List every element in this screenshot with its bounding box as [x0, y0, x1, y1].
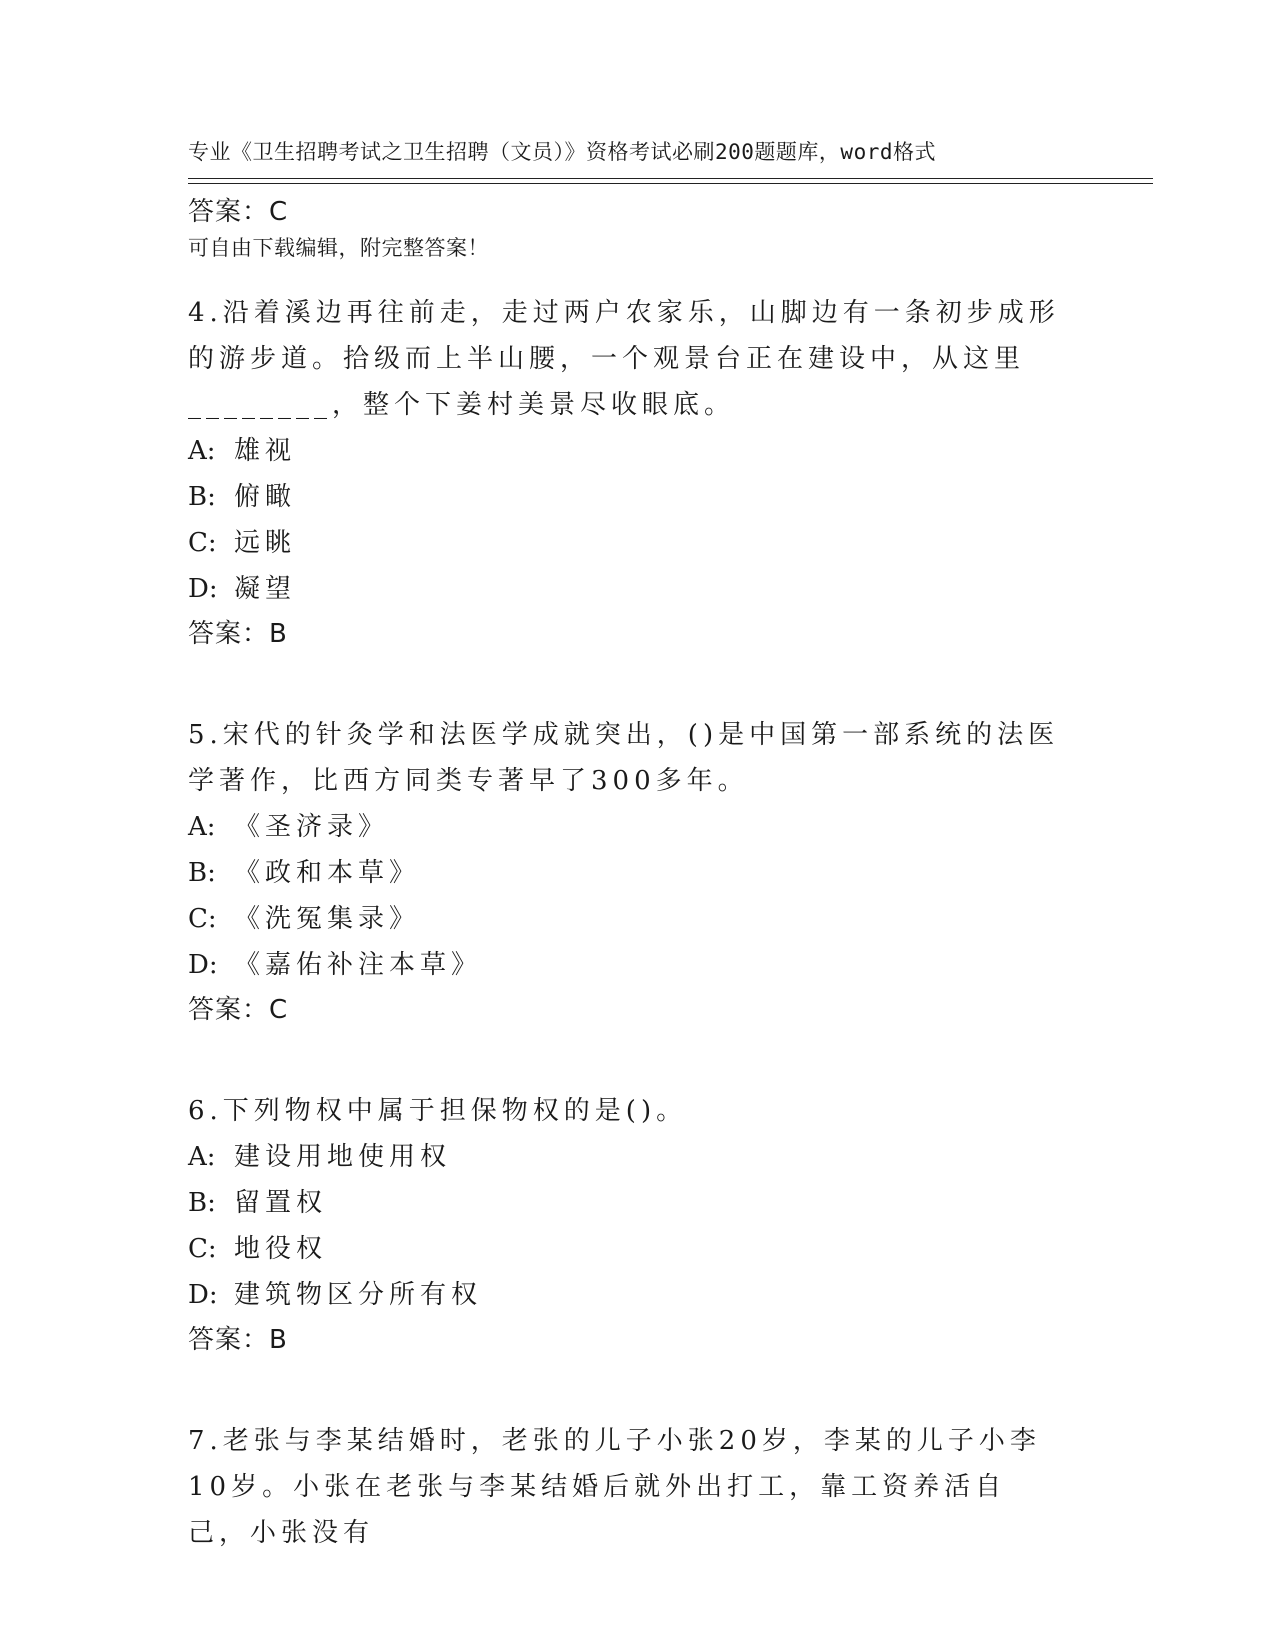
- question-stem: 5.宋代的针灸学和法医学成就突出，()是中国第一部系统的法医学著作，比西方同类专著早了300多年。: [188, 720, 1060, 796]
- question-block: [188, 1088, 1088, 1362]
- option-text: 凝望: [234, 574, 297, 604]
- option-text: 《嘉佑补注本草》: [234, 950, 483, 980]
- option-letter: D:: [188, 1280, 218, 1310]
- question-stem: 6.下列物权中属于担保物权的是()。: [188, 1096, 688, 1126]
- option-b: [188, 1180, 1088, 1226]
- header-divider-bottom: [188, 183, 1153, 184]
- option-d: [188, 1272, 1088, 1318]
- question-list: [188, 190, 1088, 1556]
- question-stem: 4.沿着溪边再往前走，走过两户农家乐，山脚边有一条初步成形的游步道。拾级而上半山腰，一个观景台正在建设中，从这里________，整个下姜村美景尽收眼底。: [188, 298, 1060, 420]
- header-line-2: 可自由下载编辑，附完整答案！: [188, 236, 489, 260]
- option-text: 《圣济录》: [234, 812, 390, 842]
- option-c: [188, 520, 1088, 566]
- option-letter: A:: [188, 1142, 216, 1172]
- option-a: [188, 428, 1088, 474]
- option-a: [188, 804, 1088, 850]
- header-divider-top: [188, 178, 1153, 179]
- option-letter: D:: [188, 574, 218, 604]
- option-text: 留置权: [234, 1188, 328, 1218]
- option-text: 《政和本草》: [234, 858, 421, 888]
- option-letter: C:: [188, 1234, 217, 1264]
- option-text: 建设用地使用权: [234, 1142, 452, 1172]
- option-text: 俯瞰: [234, 482, 297, 512]
- option-c: [188, 896, 1088, 942]
- option-text: 《洗冤集录》: [234, 904, 421, 934]
- option-letter: B:: [188, 482, 216, 512]
- question-block: [188, 290, 1088, 656]
- option-b: [188, 850, 1088, 896]
- option-text: 建筑物区分所有权: [234, 1280, 483, 1310]
- answer-line: 答案：C: [188, 995, 289, 1025]
- option-b: [188, 474, 1088, 520]
- header-line-1: 专业《卫生招聘考试之卫生招聘（文员）》资格考试必刷200题题库，word格式: [188, 140, 936, 164]
- option-text: 远眺: [234, 528, 297, 558]
- option-d: [188, 942, 1088, 988]
- answer-line: 答案：B: [188, 1325, 288, 1355]
- option-a: [188, 1134, 1088, 1180]
- option-d: [188, 566, 1088, 612]
- option-letter: B:: [188, 858, 216, 888]
- question-block: [188, 1418, 1088, 1556]
- option-letter: A:: [188, 812, 216, 842]
- answer-line: 答案：B: [188, 619, 288, 649]
- question-stem: 7.老张与李某结婚时，老张的儿子小张20岁，李某的儿子小李10岁。小张在老张与李某结婚后就外出打工，靠工资养活自己，小张没有: [188, 1426, 1041, 1548]
- option-letter: A:: [188, 436, 216, 466]
- option-text: 地役权: [234, 1234, 328, 1264]
- option-letter: B:: [188, 1188, 216, 1218]
- option-c: [188, 1226, 1088, 1272]
- option-letter: D:: [188, 950, 218, 980]
- option-letter: C:: [188, 904, 217, 934]
- answer-line: 答案：C: [188, 197, 289, 227]
- question-block: [188, 712, 1088, 1032]
- option-text: 雄视: [234, 436, 297, 466]
- option-letter: C:: [188, 528, 217, 558]
